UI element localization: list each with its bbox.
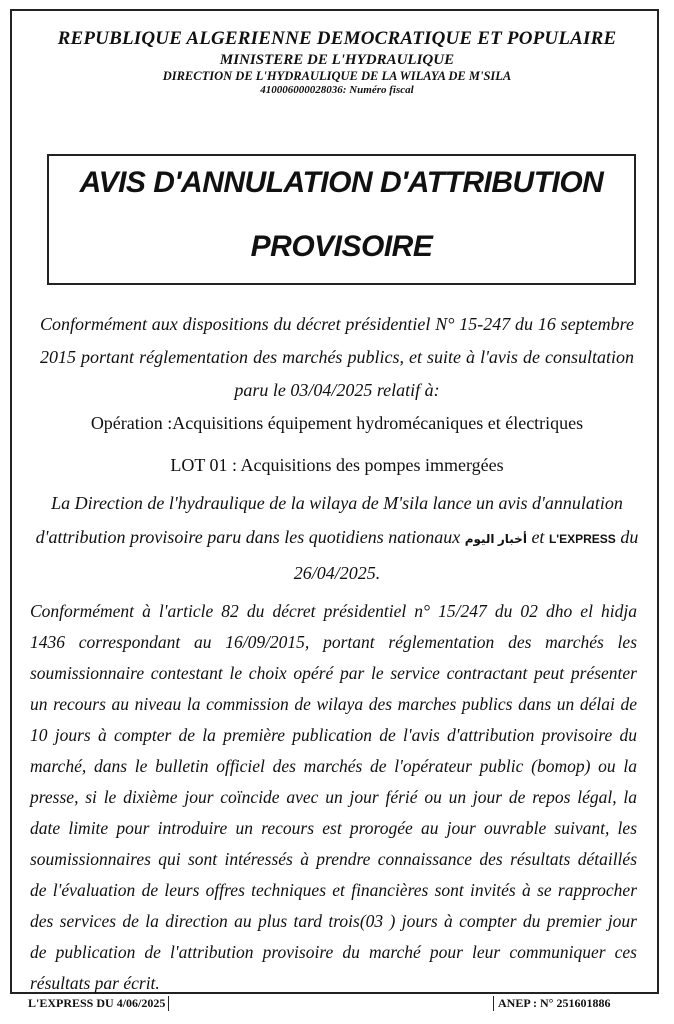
recourse-line: 10 jours à compter de la première publication de l'avis d'attribution provisoire du	[30, 725, 637, 745]
recourse-line: de l'évaluation de leurs offres techniques et financières sont invités à se rapprocher	[30, 880, 637, 900]
recourse-line: presse, si le dixième jour coïncide avec un jour férié ou un jour de repos légal, la	[30, 787, 637, 807]
republic-line: REPUBLIQUE ALGERIENNE DEMOCRATIQUE ET POPULAIRE	[57, 28, 617, 49]
recourse-line: résultats par écrit.	[30, 973, 160, 993]
recourse-line: Conformément à l'article 82 du décret présidentiel n° 15/247 du 02 dho el hidja	[30, 601, 637, 621]
recourse-line: date limite pour introduire un recours est prorogée au jour ouvrable suivant, les	[30, 818, 637, 838]
direction-conj: et	[526, 527, 549, 547]
letterhead	[0, 28, 674, 97]
direction-line2-end: du	[615, 527, 639, 547]
fiscal-number: 410006000028036: Numéro fiscal	[260, 83, 414, 96]
intro-line1: Conformément aux dispositions du décret présidentiel N° 15-247 du 16 septembre	[40, 314, 634, 334]
recourse-line: 1436 correspondant au 16/09/2015, portant réglementation des marchés les	[30, 632, 637, 652]
direction-line2-text: d'attribution provisoire paru dans les quotidiens nationaux	[35, 527, 465, 547]
direction-line2	[30, 520, 644, 556]
notice-title-line1: AVIS D'ANNULATION D'ATTRIBUTION	[79, 166, 604, 199]
operation-title: Opération :Acquisitions équipement hydromécaniques et électriques	[90, 413, 584, 433]
footer-publication: L'EXPRESS DU 4/06/2025	[28, 996, 169, 1011]
direction-line1: La Direction de l'hydraulique de la wilaya de M'sila lance un avis d'annulation	[51, 493, 623, 513]
intro-paragraph	[40, 308, 634, 407]
recourse-line: soumissionnaires qui sont intéressés à prendre connaissance des résultats détaillés	[30, 849, 637, 869]
ministry-line: MINISTERE DE L'HYDRAULIQUE	[219, 51, 455, 68]
lot-title: LOT 01 : Acquisitions des pompes immergées	[170, 455, 504, 475]
direction-paragraph	[30, 486, 644, 590]
notice-title-box	[47, 154, 636, 285]
intro-line3: paru le 03/04/2025 relatif à:	[234, 380, 440, 400]
direction-date: 26/04/2025.	[293, 563, 381, 583]
recourse-line: marché, dans le bulletin officiel des marchés de l'opérateur public (bomop) ou la	[30, 756, 637, 776]
recourse-paragraph	[30, 596, 637, 999]
newspaper-express: L'EXPRESS	[548, 532, 616, 546]
recourse-line: un recours au niveau la commission de wilaya des marches publics dans un délai de	[30, 694, 637, 714]
recourse-line: de publication de l'attribution provisoire du marché pour leur communiquer ces	[30, 942, 637, 962]
notice-title-line2: PROVISOIRE	[250, 230, 433, 263]
newspaper-arabic: أخبار اليوم	[464, 532, 527, 546]
recourse-line: soumissionnaire contestant le choix opéré par le service contractant peut présenter	[30, 663, 637, 683]
footer-anep-number: ANEP : N° 251601886	[493, 996, 610, 1011]
direction-line: DIRECTION DE L'HYDRAULIQUE DE LA WILAYA DE M'SILA	[162, 68, 512, 83]
intro-line2: 2015 portant réglementation des marchés publics, et suite à l'avis de consultation	[40, 347, 634, 367]
recourse-line: des services de la direction au plus tard trois(03 ) jours à compter du premier jour	[30, 911, 637, 931]
